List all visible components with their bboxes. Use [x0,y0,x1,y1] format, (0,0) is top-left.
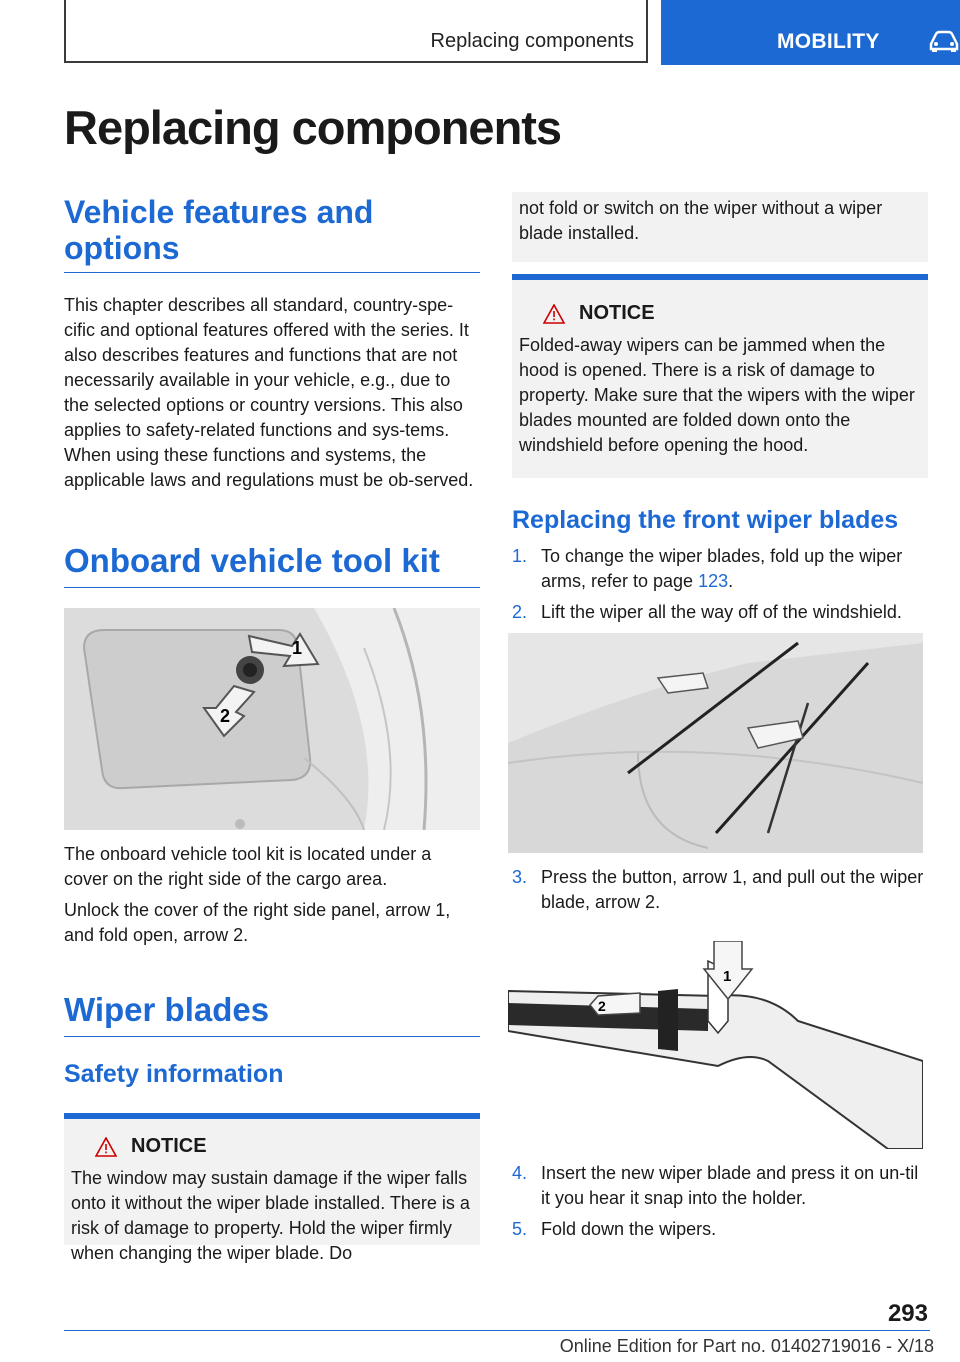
page-title: Replacing components [64,101,562,154]
wiper-blade-illustration [508,941,923,1149]
footer-rule [64,1330,930,1331]
blade-arrow-1-label: 1 [723,968,732,985]
toolkit-text-1: The onboard vehicle tool kit is located under a cover on the right side of the cargo area. [64,844,432,889]
list-item [512,865,928,915]
steps-list-a [512,544,928,625]
list-item [512,1161,928,1211]
warning-triangle-icon [95,1137,117,1157]
features-heading: Vehicle features and options [64,194,374,266]
notice-1-continuation [512,192,928,262]
list-item [512,544,928,594]
toolkit-heading-block [64,541,480,588]
right-column [512,192,928,1248]
tab-mobility-label: MOBILITY [777,30,880,53]
step-number: 2. [512,602,528,622]
toolkit-arrow-1-label: 1 [292,638,303,658]
notice-2-header [519,302,920,325]
tab-mobility[interactable] [661,0,960,65]
page-number: 293 [887,1300,928,1327]
steps-list-b [512,865,928,915]
toolkit-heading: Onboard vehicle tool kit [64,542,440,579]
wiper-figure-1 [508,633,923,853]
toolkit-arrow-2-label: 2 [220,706,231,726]
notice-1-label: NOTICE [131,1135,207,1157]
notice-2-label: NOTICE [579,302,655,324]
step-text: Lift the wiper all the way off of the windshield. [541,602,902,622]
wiper-figure-2 [508,941,923,1149]
notice-box-2 [512,274,928,478]
windshield-illustration [508,633,923,853]
steps-list-c [512,1161,928,1242]
step-text: Fold down the wipers. [541,1219,717,1239]
toolkit-figure [64,608,480,830]
step-text-end: . [728,571,734,591]
front-wiper-heading: Replacing the front wiper blades [512,506,899,534]
wiper-heading-block [64,990,480,1037]
step-number: 1. [512,546,528,566]
notice-1-text: The window may sustain damage if the wiper falls onto it without the wiper blade installed. There is a risk of damage to property. Hold the wiper firmly when changing the wiper blade. Do [71,1168,470,1263]
toolkit-illustration [64,608,480,830]
features-heading-block [64,194,480,273]
list-item [512,1217,928,1242]
step-number: 4. [512,1163,528,1183]
header-section-box [64,0,648,63]
warning-triangle-icon [543,304,565,324]
notice-2-text: Folded-away wipers can be jammed when the hood is opened. There is a risk of damage to property. Make sure that the wipers with the wiper blades mounted are folded down onto the windshield before opening the hood. [519,335,915,455]
car-icon [929,30,959,52]
step-text: Insert the new wiper blade and press it on un-til it you hear it snap into the holder. [541,1163,919,1208]
step-number: 5. [512,1219,528,1239]
left-column [64,194,480,1263]
step-text: Press the button, arrow 1, and pull out the wiper blade, arrow 2. [541,867,924,912]
notice-box-1 [64,1113,480,1263]
step-text: To change the wiper blades, fold up the wiper arms, refer to page [541,546,903,591]
notice-1-header [71,1135,472,1158]
header-section-title: Replacing components [430,30,634,52]
blade-arrow-2-label: 2 [598,998,606,1014]
page-link[interactable]: 123 [698,571,729,591]
wiper-blades-heading: Wiper blades [64,991,270,1028]
safety-info-heading: Safety information [64,1060,284,1088]
footer-edition: Online Edition for Part no. 01402719016 - X/18 [559,1336,934,1356]
step-number: 3. [512,867,528,887]
notice-1-continued-text: not fold or switch on the wiper without a wiper blade installed. [519,198,883,243]
toolkit-text-2: Unlock the cover of the right side panel, arrow 1, and fold open, arrow 2. [64,900,451,945]
features-text: This chapter describes all standard, country-spe-cific and optional features offered with the series. It also describes features and functions that are not necessarily available in your vehicle, e.g., due to the selected options or country versions. This also applies to safety-related functions and sys-tems. When using these functions and systems, the applicable laws and regulations must be ob-served. [64,295,474,490]
list-item [512,600,928,625]
